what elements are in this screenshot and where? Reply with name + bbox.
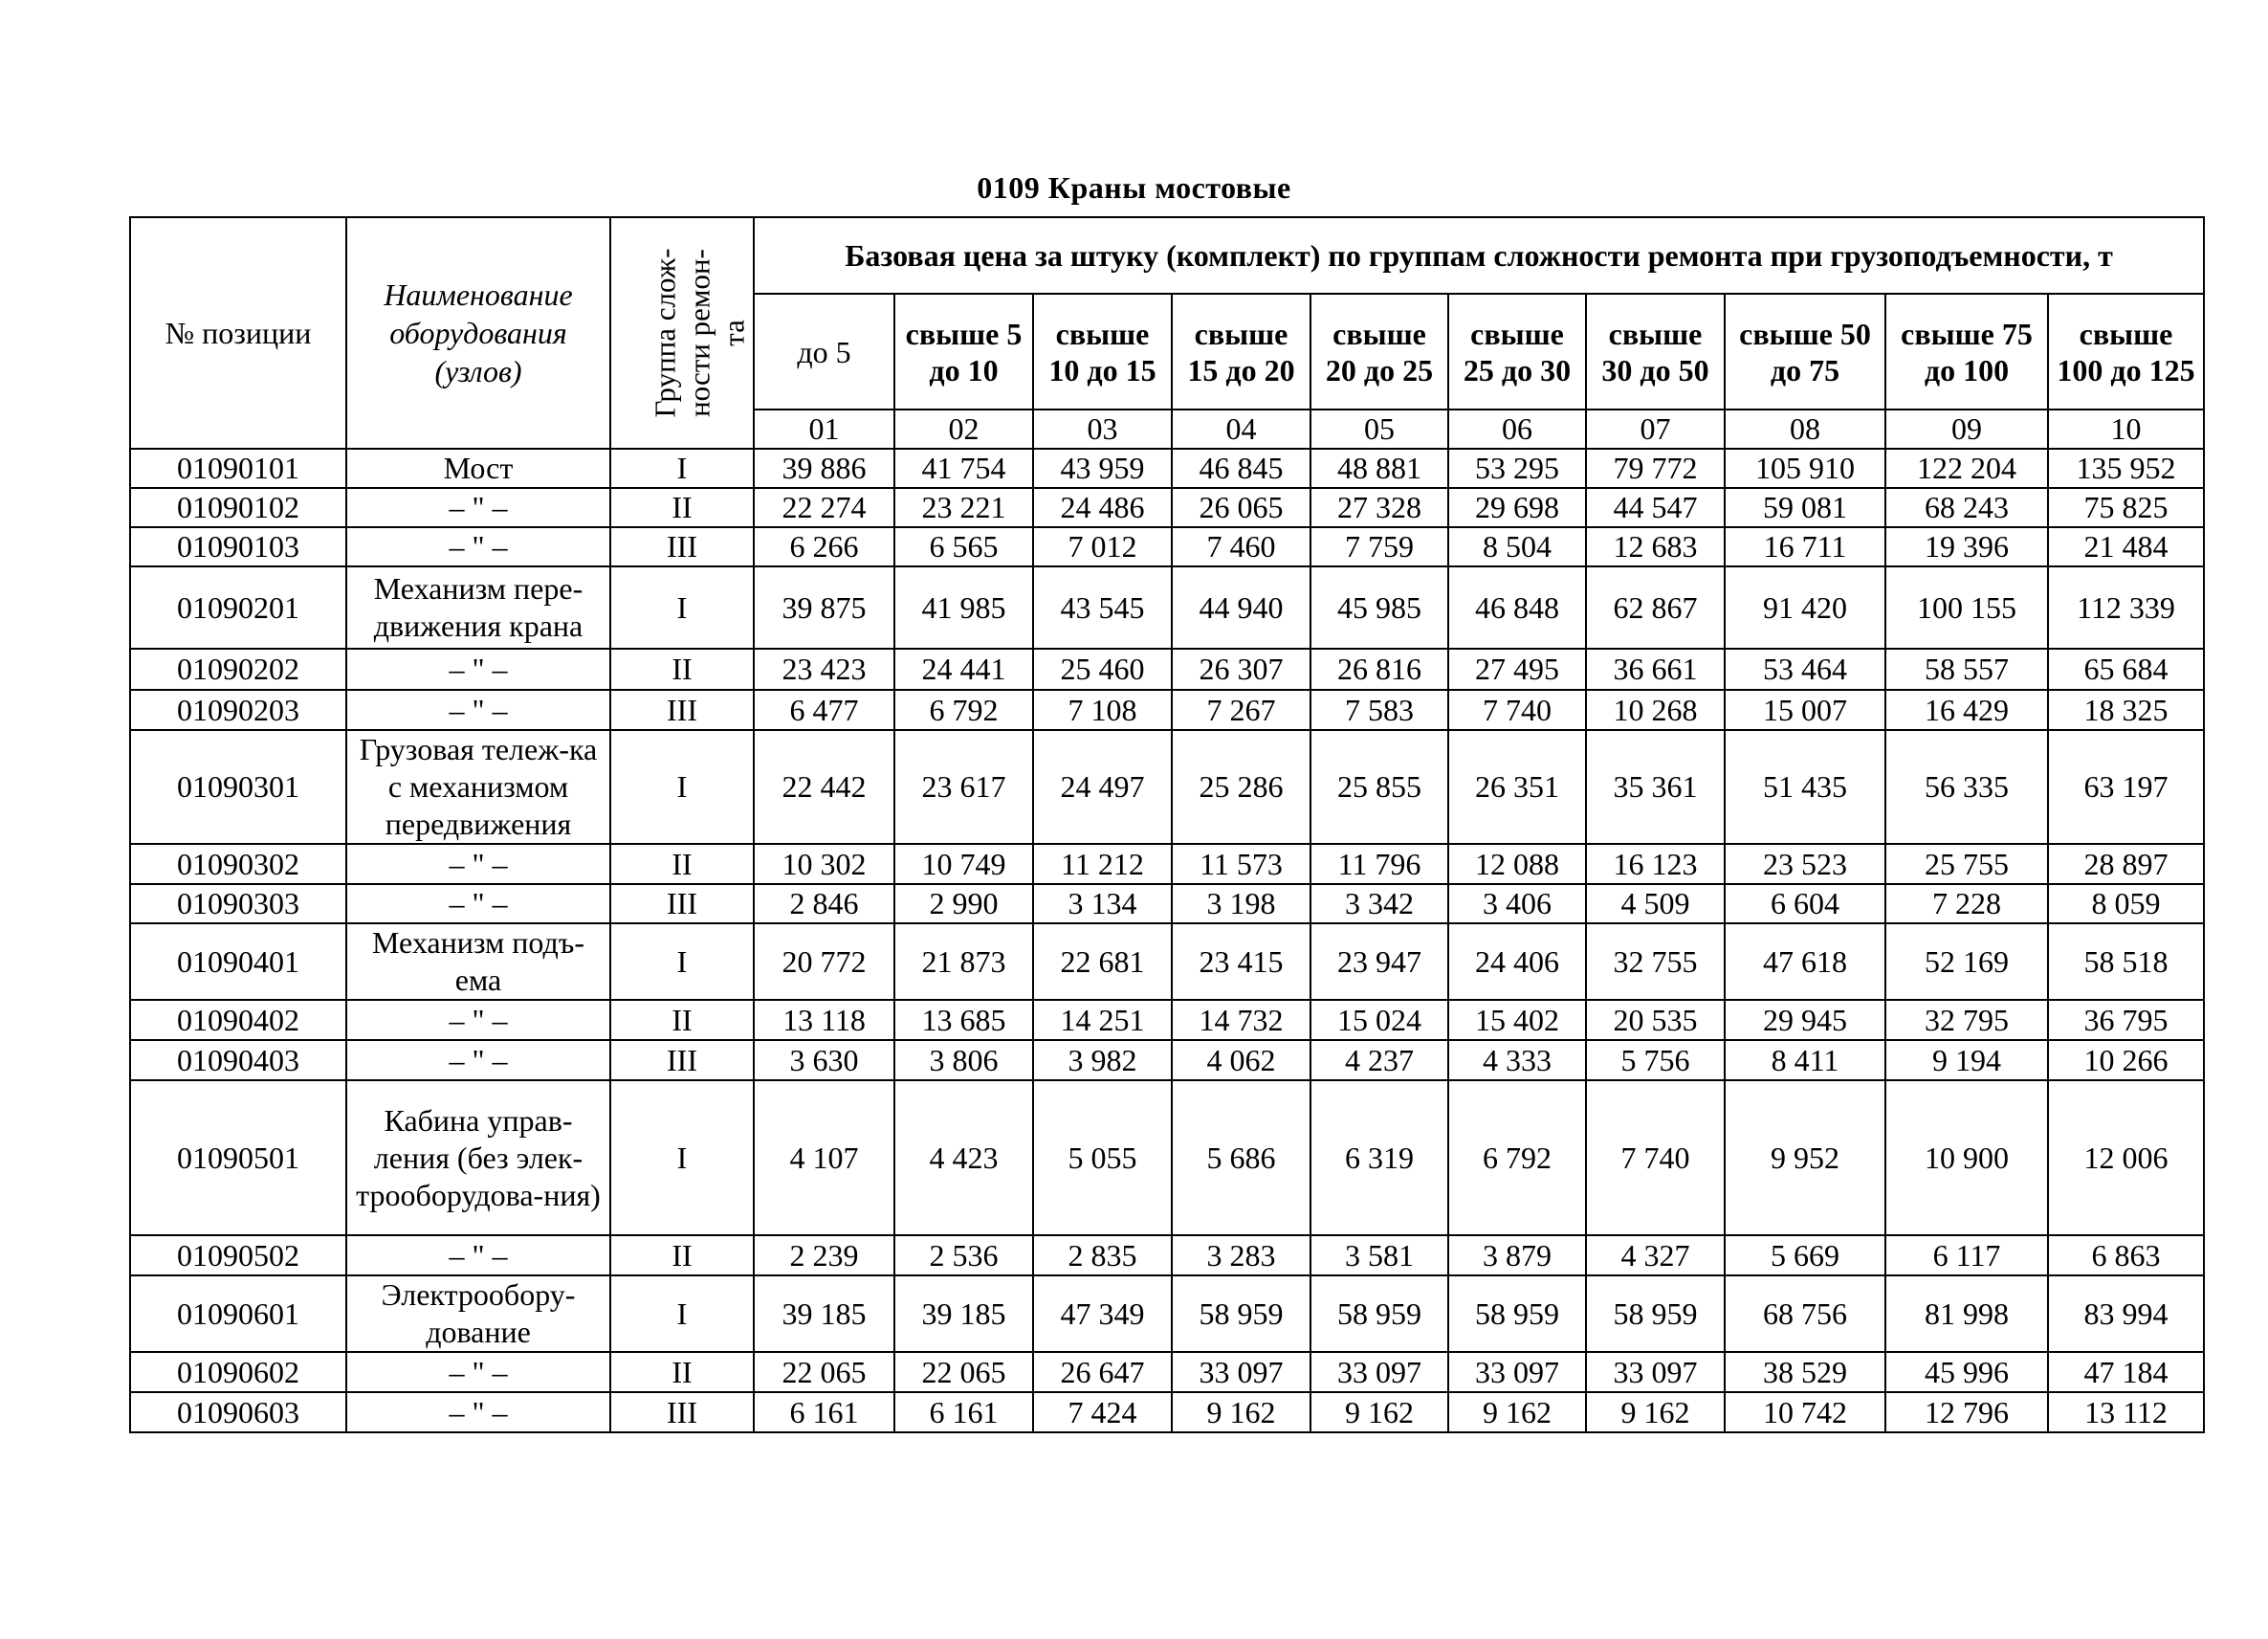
header-range: свыше 20 до 25 (1310, 294, 1448, 410)
table-row (130, 527, 2204, 566)
row-group: III (610, 690, 754, 730)
row-group: I (610, 566, 754, 649)
price-cell: 58 959 (1448, 1275, 1586, 1352)
price-cell: 5 686 (1172, 1080, 1310, 1235)
price-cell: 12 683 (1586, 527, 1725, 566)
table-row (130, 1392, 2204, 1432)
price-cell: 6 161 (754, 1392, 894, 1432)
row-position: 01090601 (130, 1275, 346, 1352)
price-cell: 9 952 (1725, 1080, 1885, 1235)
table-row (130, 844, 2204, 884)
price-cell: 46 845 (1172, 449, 1310, 488)
row-group: III (610, 527, 754, 566)
price-cell: 7 228 (1885, 884, 2048, 923)
header-group-line1: Группа слож- (648, 248, 682, 417)
price-cell: 100 155 (1885, 566, 2048, 649)
header-range: свыше 15 до 20 (1172, 294, 1310, 410)
price-cell: 39 875 (754, 566, 894, 649)
header-group (610, 217, 754, 449)
price-cell: 7 740 (1586, 1080, 1725, 1235)
price-cell: 25 460 (1033, 649, 1172, 690)
price-cell: 39 185 (754, 1275, 894, 1352)
price-cell: 9 162 (1310, 1392, 1448, 1432)
price-cell: 27 495 (1448, 649, 1586, 690)
row-position: 01090101 (130, 449, 346, 488)
row-group: I (610, 1275, 754, 1352)
row-group: II (610, 1235, 754, 1275)
price-cell: 22 442 (754, 730, 894, 844)
header-code: 07 (1586, 410, 1725, 449)
row-equipment-name: – " – (346, 1392, 610, 1432)
price-cell: 18 325 (2048, 690, 2204, 730)
price-cell: 10 266 (2048, 1040, 2204, 1080)
price-cell: 3 630 (754, 1040, 894, 1080)
price-cell: 33 097 (1172, 1352, 1310, 1392)
row-equipment-name: Электрообору-дование (346, 1275, 610, 1352)
header-range: свыше 50 до 75 (1725, 294, 1885, 410)
row-position: 01090403 (130, 1040, 346, 1080)
table-row (130, 649, 2204, 690)
row-group: II (610, 649, 754, 690)
price-cell: 5 055 (1033, 1080, 1172, 1235)
price-cell: 52 169 (1885, 923, 2048, 1000)
price-cell: 47 618 (1725, 923, 1885, 1000)
price-cell: 7 583 (1310, 690, 1448, 730)
price-cell: 6 604 (1725, 884, 1885, 923)
price-cell: 28 897 (2048, 844, 2204, 884)
row-equipment-name: Кабина управ-ления (без элек-трооборудова-ния) (346, 1080, 610, 1235)
price-cell: 3 406 (1448, 884, 1586, 923)
row-position: 01090401 (130, 923, 346, 1000)
row-group: I (610, 730, 754, 844)
price-cell: 23 415 (1172, 923, 1310, 1000)
price-cell: 53 295 (1448, 449, 1586, 488)
row-equipment-name: – " – (346, 649, 610, 690)
price-cell: 16 429 (1885, 690, 2048, 730)
price-cell: 135 952 (2048, 449, 2204, 488)
price-cell: 25 286 (1172, 730, 1310, 844)
price-cell: 6 117 (1885, 1235, 2048, 1275)
price-cell: 36 795 (2048, 1000, 2204, 1040)
price-cell: 2 239 (754, 1235, 894, 1275)
row-equipment-name: – " – (346, 1000, 610, 1040)
row-equipment-name: – " – (346, 690, 610, 730)
price-cell: 59 081 (1725, 488, 1885, 527)
header-base-price: Базовая цена за штуку (комплект) по группам сложности ремонта при грузоподъемности, т (754, 217, 2204, 294)
header-code: 10 (2048, 410, 2204, 449)
table-row (130, 488, 2204, 527)
price-cell: 16 711 (1725, 527, 1885, 566)
price-cell: 35 361 (1586, 730, 1725, 844)
price-cell: 9 162 (1448, 1392, 1586, 1432)
price-cell: 2 846 (754, 884, 894, 923)
price-cell: 8 411 (1725, 1040, 1885, 1080)
price-cell: 62 867 (1586, 566, 1725, 649)
row-equipment-name: Грузовая тележ-ка с механизмом передвижения (346, 730, 610, 844)
row-group: III (610, 884, 754, 923)
table-title: 0109 Краны мостовые (977, 170, 1291, 205)
price-cell: 83 994 (2048, 1275, 2204, 1352)
row-equipment-name: – " – (346, 527, 610, 566)
price-cell: 22 274 (754, 488, 894, 527)
price-cell: 21 873 (894, 923, 1033, 1000)
price-cell: 33 097 (1586, 1352, 1725, 1392)
row-group: II (610, 844, 754, 884)
price-cell: 53 464 (1725, 649, 1885, 690)
price-cell: 13 118 (754, 1000, 894, 1040)
price-cell: 58 557 (1885, 649, 2048, 690)
header-code: 09 (1885, 410, 2048, 449)
price-cell: 5 669 (1725, 1235, 1885, 1275)
price-cell: 6 477 (754, 690, 894, 730)
row-group: III (610, 1392, 754, 1432)
header-group-text (648, 248, 751, 417)
price-cell: 15 402 (1448, 1000, 1586, 1040)
row-position: 01090302 (130, 844, 346, 884)
price-cell: 39 185 (894, 1275, 1033, 1352)
price-cell: 3 581 (1310, 1235, 1448, 1275)
price-cell: 9 162 (1586, 1392, 1725, 1432)
price-cell: 75 825 (2048, 488, 2204, 527)
row-equipment-name: – " – (346, 1235, 610, 1275)
header-code: 05 (1310, 410, 1448, 449)
table-row (130, 923, 2204, 1000)
price-cell: 26 065 (1172, 488, 1310, 527)
price-cell: 7 108 (1033, 690, 1172, 730)
price-cell: 19 396 (1885, 527, 2048, 566)
table-row (130, 884, 2204, 923)
price-cell: 7 740 (1448, 690, 1586, 730)
price-cell: 6 319 (1310, 1080, 1448, 1235)
row-position: 01090602 (130, 1352, 346, 1392)
price-cell: 79 772 (1586, 449, 1725, 488)
header-range: свыше 25 до 30 (1448, 294, 1586, 410)
row-position: 01090603 (130, 1392, 346, 1432)
price-cell: 26 816 (1310, 649, 1448, 690)
price-cell: 47 184 (2048, 1352, 2204, 1392)
price-cell: 48 881 (1310, 449, 1448, 488)
price-cell: 12 006 (2048, 1080, 2204, 1235)
price-cell: 3 982 (1033, 1040, 1172, 1080)
price-cell: 10 900 (1885, 1080, 2048, 1235)
price-cell: 81 998 (1885, 1275, 2048, 1352)
price-cell: 23 947 (1310, 923, 1448, 1000)
table-row (130, 566, 2204, 649)
price-cell: 29 945 (1725, 1000, 1885, 1040)
price-cell: 33 097 (1448, 1352, 1586, 1392)
price-cell: 5 756 (1586, 1040, 1725, 1080)
row-group: III (610, 1040, 754, 1080)
row-group: I (610, 449, 754, 488)
price-cell: 11 573 (1172, 844, 1310, 884)
row-group: II (610, 1000, 754, 1040)
table-row (130, 1040, 2204, 1080)
row-position: 01090501 (130, 1080, 346, 1235)
price-cell: 23 423 (754, 649, 894, 690)
price-cell: 68 243 (1885, 488, 2048, 527)
price-cell: 9 162 (1172, 1392, 1310, 1432)
price-cell: 46 848 (1448, 566, 1586, 649)
price-cell: 15 024 (1310, 1000, 1448, 1040)
price-cell: 24 406 (1448, 923, 1586, 1000)
row-group: II (610, 488, 754, 527)
table-row (130, 1080, 2204, 1235)
price-cell: 23 617 (894, 730, 1033, 844)
row-equipment-name: Механизм подъ-ема (346, 923, 610, 1000)
header-range: свыше 10 до 15 (1033, 294, 1172, 410)
header-range: свыше 100 до 125 (2048, 294, 2204, 410)
price-cell: 39 886 (754, 449, 894, 488)
row-position: 01090103 (130, 527, 346, 566)
price-cell: 4 237 (1310, 1040, 1448, 1080)
price-cell: 12 796 (1885, 1392, 2048, 1432)
row-group: I (610, 923, 754, 1000)
price-cell: 105 910 (1725, 449, 1885, 488)
price-cell: 44 547 (1586, 488, 1725, 527)
price-cell: 27 328 (1310, 488, 1448, 527)
price-cell: 9 194 (1885, 1040, 2048, 1080)
price-cell: 3 342 (1310, 884, 1448, 923)
price-cell: 7 460 (1172, 527, 1310, 566)
price-cell: 11 212 (1033, 844, 1172, 884)
header-range: до 5 (754, 294, 894, 410)
price-cell: 13 685 (894, 1000, 1033, 1040)
price-cell: 16 123 (1586, 844, 1725, 884)
price-cell: 23 523 (1725, 844, 1885, 884)
price-cell: 3 134 (1033, 884, 1172, 923)
price-cell: 51 435 (1725, 730, 1885, 844)
price-cell: 4 333 (1448, 1040, 1586, 1080)
price-cell: 4 107 (754, 1080, 894, 1235)
price-cell: 33 097 (1310, 1352, 1448, 1392)
price-cell: 6 161 (894, 1392, 1033, 1432)
price-cell: 4 327 (1586, 1235, 1725, 1275)
row-position: 01090301 (130, 730, 346, 844)
price-cell: 2 990 (894, 884, 1033, 923)
price-cell: 26 647 (1033, 1352, 1172, 1392)
row-position: 01090502 (130, 1235, 346, 1275)
price-cell: 45 996 (1885, 1352, 2048, 1392)
price-cell: 22 681 (1033, 923, 1172, 1000)
header-code: 03 (1033, 410, 1172, 449)
row-equipment-name: – " – (346, 884, 610, 923)
header-group-line3: та (716, 319, 751, 346)
price-cell: 10 742 (1725, 1392, 1885, 1432)
row-position: 01090201 (130, 566, 346, 649)
price-cell: 24 486 (1033, 488, 1172, 527)
header-range: свыше 30 до 50 (1586, 294, 1725, 410)
header-position: № позиции (130, 217, 346, 449)
price-cell: 23 221 (894, 488, 1033, 527)
price-cell: 43 959 (1033, 449, 1172, 488)
price-cell: 47 349 (1033, 1275, 1172, 1352)
price-cell: 58 518 (2048, 923, 2204, 1000)
price-cell: 44 940 (1172, 566, 1310, 649)
price-cell: 4 509 (1586, 884, 1725, 923)
row-equipment-name: – " – (346, 488, 610, 527)
price-cell: 58 959 (1586, 1275, 1725, 1352)
price-cell: 6 565 (894, 527, 1033, 566)
price-cell: 68 756 (1725, 1275, 1885, 1352)
price-cell: 6 266 (754, 527, 894, 566)
price-cell: 29 698 (1448, 488, 1586, 527)
price-cell: 91 420 (1725, 566, 1885, 649)
table-row (130, 1235, 2204, 1275)
price-cell: 4 062 (1172, 1040, 1310, 1080)
row-position: 01090402 (130, 1000, 346, 1040)
header-code: 01 (754, 410, 894, 449)
price-cell: 10 302 (754, 844, 894, 884)
price-cell: 22 065 (894, 1352, 1033, 1392)
price-cell: 22 065 (754, 1352, 894, 1392)
row-equipment-name: Механизм пере-движения крана (346, 566, 610, 649)
price-cell: 6 792 (1448, 1080, 1586, 1235)
header-code: 06 (1448, 410, 1586, 449)
price-cell: 3 283 (1172, 1235, 1310, 1275)
table-row (130, 690, 2204, 730)
price-cell: 7 424 (1033, 1392, 1172, 1432)
price-cell: 10 749 (894, 844, 1033, 884)
price-cell: 20 535 (1586, 1000, 1725, 1040)
row-position: 01090303 (130, 884, 346, 923)
header-range: свыше 75 до 100 (1885, 294, 2048, 410)
table-row (130, 1275, 2204, 1352)
table-row (130, 1352, 2204, 1392)
price-cell: 4 423 (894, 1080, 1033, 1235)
row-position: 01090102 (130, 488, 346, 527)
header-code: 04 (1172, 410, 1310, 449)
price-cell: 14 732 (1172, 1000, 1310, 1040)
price-cell: 8 059 (2048, 884, 2204, 923)
price-cell: 36 661 (1586, 649, 1725, 690)
row-group: II (610, 1352, 754, 1392)
price-cell: 3 198 (1172, 884, 1310, 923)
price-cell: 58 959 (1310, 1275, 1448, 1352)
row-equipment-name: Мост (346, 449, 610, 488)
price-cell: 3 806 (894, 1040, 1033, 1080)
row-equipment-name: – " – (346, 1040, 610, 1080)
price-cell: 26 307 (1172, 649, 1310, 690)
price-cell: 6 863 (2048, 1235, 2204, 1275)
price-cell: 122 204 (1885, 449, 2048, 488)
price-cell: 11 796 (1310, 844, 1448, 884)
table-row (130, 1000, 2204, 1040)
row-position: 01090202 (130, 649, 346, 690)
price-cell: 45 985 (1310, 566, 1448, 649)
price-cell: 2 835 (1033, 1235, 1172, 1275)
price-table (129, 216, 2205, 1433)
price-cell: 43 545 (1033, 566, 1172, 649)
price-cell: 24 441 (894, 649, 1033, 690)
table-row (130, 449, 2204, 488)
price-cell: 32 795 (1885, 1000, 2048, 1040)
price-cell: 7 759 (1310, 527, 1448, 566)
price-cell: 65 684 (2048, 649, 2204, 690)
price-cell: 63 197 (2048, 730, 2204, 844)
header-code: 02 (894, 410, 1033, 449)
price-cell: 41 754 (894, 449, 1033, 488)
price-cell: 2 536 (894, 1235, 1033, 1275)
price-cell: 13 112 (2048, 1392, 2204, 1432)
row-group: I (610, 1080, 754, 1235)
price-cell: 32 755 (1586, 923, 1725, 1000)
price-cell: 14 251 (1033, 1000, 1172, 1040)
price-cell: 6 792 (894, 690, 1033, 730)
header-group-line2: ности ремон- (682, 248, 716, 417)
table-row (130, 730, 2204, 844)
header-code: 08 (1725, 410, 1885, 449)
price-cell: 21 484 (2048, 527, 2204, 566)
price-cell: 10 268 (1586, 690, 1725, 730)
price-cell: 38 529 (1725, 1352, 1885, 1392)
price-cell: 25 855 (1310, 730, 1448, 844)
header-range: свыше 5 до 10 (894, 294, 1033, 410)
price-cell: 7 267 (1172, 690, 1310, 730)
price-cell: 41 985 (894, 566, 1033, 649)
price-cell: 8 504 (1448, 527, 1586, 566)
price-cell: 20 772 (754, 923, 894, 1000)
row-equipment-name: – " – (346, 1352, 610, 1392)
price-cell: 26 351 (1448, 730, 1586, 844)
row-position: 01090203 (130, 690, 346, 730)
price-cell: 3 879 (1448, 1235, 1586, 1275)
price-cell: 15 007 (1725, 690, 1885, 730)
price-cell: 12 088 (1448, 844, 1586, 884)
price-cell: 112 339 (2048, 566, 2204, 649)
price-cell: 24 497 (1033, 730, 1172, 844)
row-equipment-name: – " – (346, 844, 610, 884)
header-equipment-name: Наименование оборудования (узлов) (346, 217, 610, 449)
price-cell: 56 335 (1885, 730, 2048, 844)
price-cell: 25 755 (1885, 844, 2048, 884)
price-cell: 58 959 (1172, 1275, 1310, 1352)
price-cell: 7 012 (1033, 527, 1172, 566)
